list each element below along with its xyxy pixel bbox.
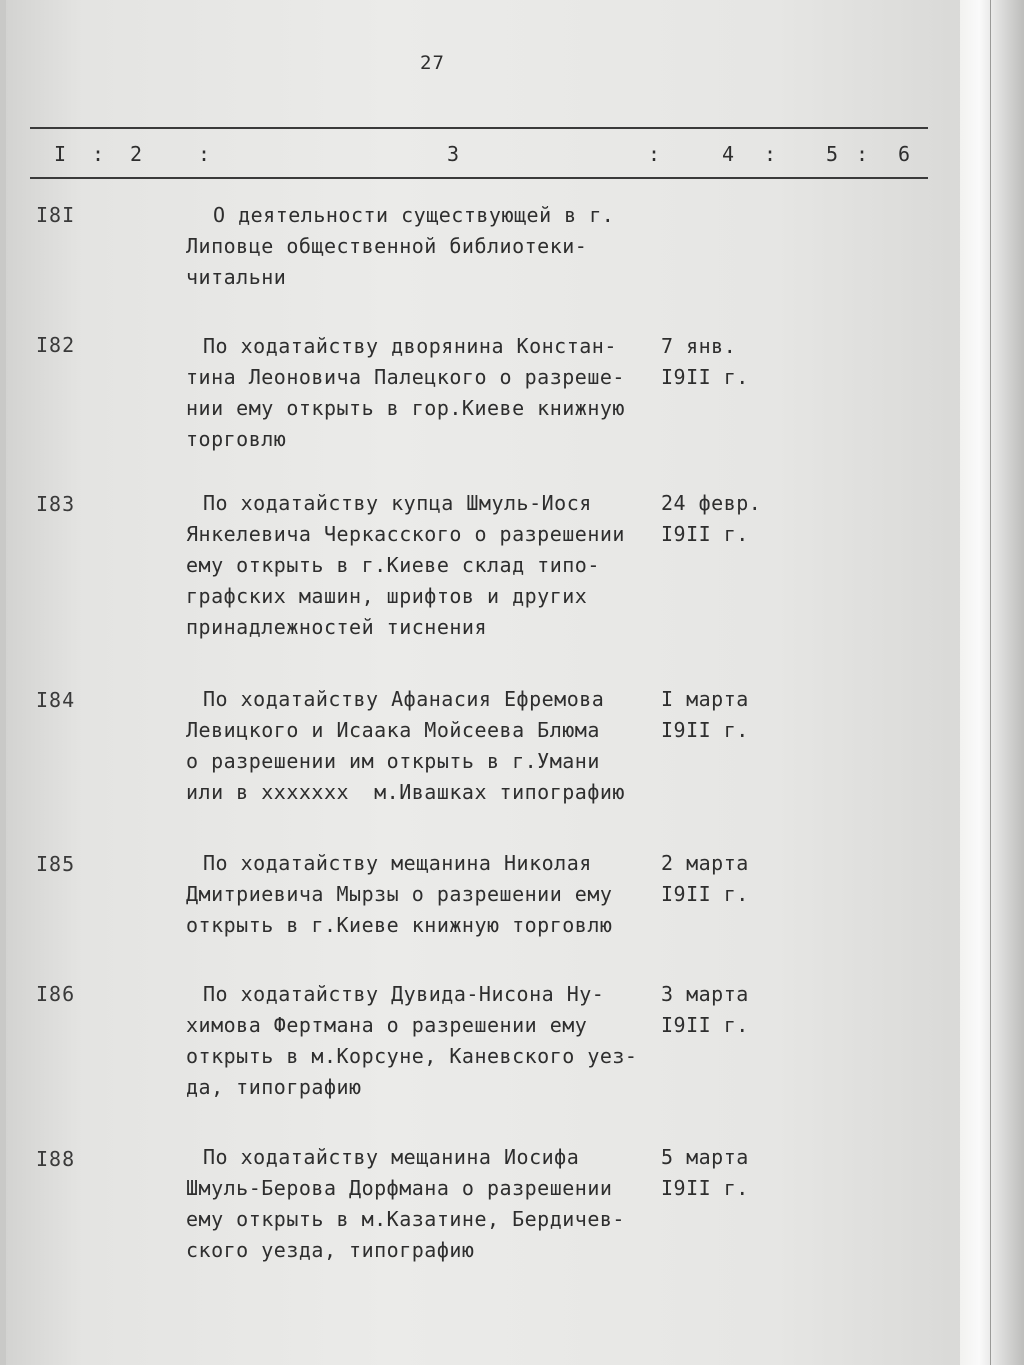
description-line: тина Леоновича Палецкого о разреше-: [186, 365, 625, 389]
row-date: [661, 1142, 749, 1204]
date-line: 5 марта: [661, 1145, 749, 1169]
row-number: I82: [36, 333, 76, 357]
description-line: Янкелевича Черкасского о разрешении: [186, 522, 625, 546]
description-line: Левицкого и Исаака Мойсеева Блюма: [186, 718, 600, 742]
date-line: I9II г.: [661, 718, 749, 742]
row-description: [186, 848, 666, 941]
description-line: Шмуль-Берова Дорфмана о разрешении: [186, 1176, 613, 1200]
row-description: [186, 488, 666, 643]
date-line: I9II г.: [661, 882, 749, 906]
description-line: Липовце общественной библиотеки-: [186, 234, 588, 258]
description-line: нии ему открыть в гор.Киеве книжную: [186, 396, 625, 420]
date-line: I марта: [661, 687, 749, 711]
header-col-6: 6: [898, 142, 913, 166]
header-bottom-rule: [30, 177, 928, 179]
date-line: 2 марта: [661, 851, 749, 875]
row-number: I83: [36, 492, 76, 516]
description-line: торговлю: [186, 427, 287, 451]
description-line: ского уезда, типографию: [186, 1238, 475, 1262]
row-date: [661, 331, 749, 393]
header-col-2: 2: [130, 142, 145, 166]
description-line: ему открыть в г.Киеве склад типо-: [186, 553, 600, 577]
row-date: [661, 684, 749, 746]
row-description: [186, 200, 666, 293]
header-col-4: 4: [722, 142, 737, 166]
row-date: [661, 488, 761, 550]
row-description: [186, 979, 666, 1103]
header-col-5: 5: [826, 142, 841, 166]
description-line: о разрешении им открыть в г.Умани: [186, 749, 600, 773]
page-number: 27: [420, 52, 445, 74]
row-number: I86: [36, 982, 76, 1006]
header-top-rule: [30, 127, 928, 129]
description-line: По ходатайству Афанасия Ефремова: [203, 687, 605, 711]
header-col-1: I: [54, 142, 69, 166]
row-number: I84: [36, 688, 76, 712]
row-description: [186, 1142, 666, 1266]
page-edge-line: [990, 0, 991, 1365]
row-description: [186, 684, 666, 808]
row-date: [661, 979, 749, 1041]
row-number: I8I: [36, 203, 76, 227]
description-line: принадлежностей тиснения: [186, 615, 487, 639]
header-separator: :: [92, 142, 107, 166]
header-separator: :: [648, 142, 663, 166]
row-date: [661, 848, 749, 910]
row-number: I88: [36, 1147, 76, 1171]
description-line: По ходатайству мещанина Иосифа: [203, 1145, 580, 1169]
date-line: I9II г.: [661, 1013, 749, 1037]
description-line: открыть в м.Корсуне, Каневского уез-: [186, 1044, 638, 1068]
header-separator: :: [764, 142, 779, 166]
description-line: химова Фертмана о разрешении ему: [186, 1013, 588, 1037]
row-number: I85: [36, 852, 76, 876]
description-line: ему открыть в м.Казатине, Бердичев-: [186, 1207, 625, 1231]
description-line: По ходатайству дворянина Констан-: [203, 334, 617, 358]
description-line: читальни: [186, 265, 287, 289]
row-description: [186, 331, 666, 455]
description-line: или в ххххххх м.Ивашках типографию: [186, 780, 625, 804]
description-line: графских машин, шрифтов и других: [186, 584, 588, 608]
page-edge: [960, 0, 1024, 1365]
description-line: По ходатайству купца Шмуль-Иося: [203, 491, 592, 515]
description-line: открыть в г.Киеве книжную торговлю: [186, 913, 613, 937]
date-line: I9II г.: [661, 365, 749, 389]
description-line: Дмитриевича Мырзы о разрешении ему: [186, 882, 613, 906]
date-line: 7 янв.: [661, 334, 737, 358]
description-line: О деятельности существующей в г.: [213, 203, 615, 227]
date-line: I9II г.: [661, 1176, 749, 1200]
description-line: По ходатайству Дувида-Нисона Ну-: [203, 982, 605, 1006]
description-line: да, типографию: [186, 1075, 362, 1099]
date-line: I9II г.: [661, 522, 749, 546]
header-separator: :: [198, 142, 213, 166]
date-line: 24 февр.: [661, 491, 762, 515]
header-separator: :: [856, 142, 871, 166]
header-col-3: 3: [447, 142, 462, 166]
description-line: По ходатайству мещанина Николая: [203, 851, 592, 875]
date-line: 3 марта: [661, 982, 749, 1006]
